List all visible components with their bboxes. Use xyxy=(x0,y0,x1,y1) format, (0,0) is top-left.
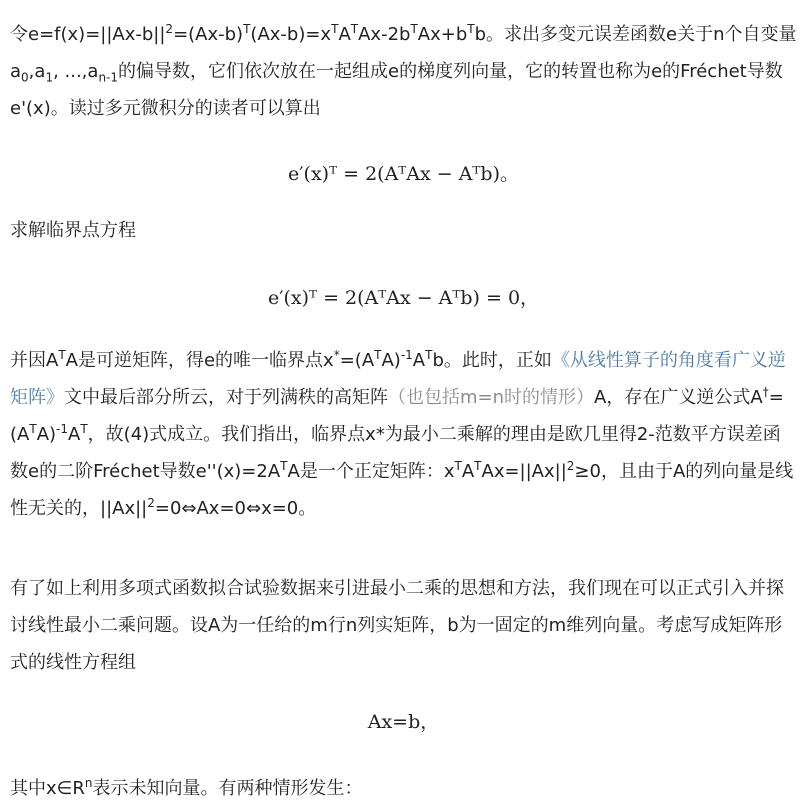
text: A是可逆矩阵，得e的唯一临界点x xyxy=(65,350,334,371)
superscript: 2 xyxy=(147,496,155,510)
text: A xyxy=(461,461,475,482)
superscript: -1 xyxy=(400,348,413,362)
text: Ax-2b xyxy=(358,24,411,45)
superscript: T xyxy=(80,422,88,436)
text: =0⇔Ax=0⇔x=0。 xyxy=(154,498,317,519)
superscript: T xyxy=(467,22,475,36)
text: A xyxy=(412,350,426,371)
text: =(A xyxy=(10,387,784,445)
paragraph-least-squares-solution xyxy=(10,342,797,527)
text: Ax+b xyxy=(417,24,468,45)
subscript: 0 xyxy=(21,70,29,85)
text: A) xyxy=(381,350,401,371)
superscript: T xyxy=(29,422,37,436)
paragraph-critical-point xyxy=(10,212,797,249)
superscript: T xyxy=(410,22,418,36)
text: =(A xyxy=(339,350,375,371)
article-link[interactable]: 《从线性算子的角度看广义逆矩阵》 xyxy=(10,350,786,408)
text: Ax=||Ax|| xyxy=(481,461,567,482)
superscript: T xyxy=(350,22,359,36)
superscript: T xyxy=(474,459,482,473)
text: 为e的Fréchet导数e'(x)。读过多元微积分的读者可以算出 xyxy=(10,61,783,119)
equation-gradient xyxy=(0,160,807,188)
text: A xyxy=(338,24,351,45)
text: b。求出多变元误差函数e关于n xyxy=(474,24,725,45)
equation-text: e′(x)ᵀ = 2(AᵀAx − Aᵀb)。 xyxy=(288,163,519,185)
text: 表示未知向量。有两种情形发生： xyxy=(92,778,363,799)
text: 并因A xyxy=(10,350,59,371)
text: 令e=f(x)=||Ax-b|| xyxy=(10,24,166,45)
gray-note: （也包括m=n时的情形） xyxy=(388,387,595,408)
equation-critical-point xyxy=(0,284,807,312)
text: A， xyxy=(594,387,625,408)
text: 有了如上利用多项式函数拟合试验数据来引进最小二乘的思想和方法，我们现在可以正式引入并探讨线性最小二乘问题。设A为一任给的m行n列实矩阵，b为一固定的m维列向量。考虑写成矩阵形式的线性方程组 xyxy=(10,578,784,673)
text: (Ax-b)=x xyxy=(250,24,332,45)
text: ≥0，且由于A的列向量是线性无关的，||Ax|| xyxy=(10,461,794,519)
superscript: T xyxy=(58,348,66,362)
superscript: T xyxy=(454,459,462,473)
superscript: T xyxy=(425,348,433,362)
superscript: T xyxy=(331,22,339,36)
superscript: n xyxy=(84,776,93,790)
text: , ...,a xyxy=(53,61,99,82)
equation-text: Ax=b， xyxy=(367,711,440,733)
text: 求解临界点方程 xyxy=(10,220,136,241)
text: 存在广义逆公式A xyxy=(624,387,763,408)
equation-linear-system xyxy=(0,708,807,736)
subscript: 1 xyxy=(45,70,54,85)
text: ，故(4)式成立。我们指出，临界点x*为最小二乘解的理由 xyxy=(87,424,547,445)
text: =(Ax-b) xyxy=(173,24,244,45)
superscript: T xyxy=(280,459,288,473)
text: b。此时，正如 xyxy=(432,350,552,371)
text: 是欧几里得2-范数平方误差函数e的二阶Fréchet导数e''(x)=2A xyxy=(10,424,781,482)
paragraph-linear-least-squares xyxy=(10,570,797,681)
equation-text: e′(x)ᵀ = 2(AᵀAx − Aᵀb) = 0， xyxy=(267,287,540,309)
text: 文中最后部分所云，对于列满秩的高矩阵 xyxy=(64,387,388,408)
text: A xyxy=(68,424,81,445)
superscript: T xyxy=(374,348,382,362)
paragraph-error-function xyxy=(10,16,797,127)
superscript: -1 xyxy=(56,422,68,436)
text: x xyxy=(443,461,455,482)
text: 其中x∈R xyxy=(10,778,85,799)
superscript: * xyxy=(333,348,340,362)
text: 的偏导数，它们依次放在一起组成e的梯度列向量，它的转置也称 xyxy=(118,61,634,82)
paragraph-two-cases xyxy=(10,770,797,807)
superscript: 2 xyxy=(566,459,575,473)
superscript: T xyxy=(243,22,251,36)
superscript: † xyxy=(762,385,769,399)
text: A) xyxy=(36,424,57,445)
superscript: 2 xyxy=(165,22,174,36)
text: A是一个正定矩阵： xyxy=(287,461,444,482)
subscript: n-1 xyxy=(98,70,119,85)
text: ,a xyxy=(28,61,46,82)
text: 个自变量a xyxy=(10,24,797,82)
